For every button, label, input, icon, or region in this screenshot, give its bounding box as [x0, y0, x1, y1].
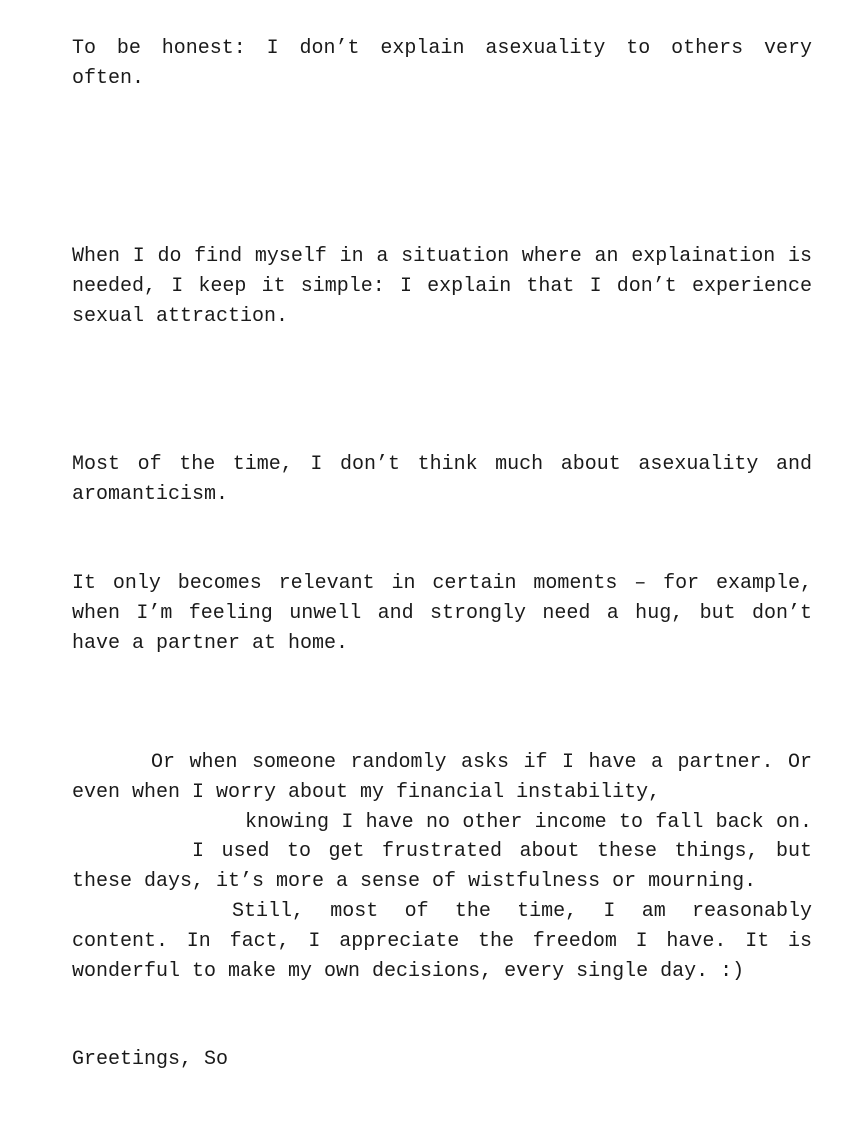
- paragraph-most-of-the-time: Most of the time, I don’t think much about asexuality and aromanticism.: [72, 453, 812, 506]
- sentence-contentment: Still, most of the time, I am reasonably content. In fact, I appreciate the freedom I have. It is wonderful to make my own decisions, every single day. :): [72, 899, 812, 983]
- paragraph-relevant-moments: It only becomes relevant in certain moments – for example, when I’m feeling unwell and strongly need a hug, but don’t have a partner at home.: [72, 572, 812, 655]
- sentence-frustration: I used to get frustrated about these things, but these days, it’s more a sense of wistfulness or mourning.: [72, 840, 812, 894]
- paragraph-partner-and-finances: [72, 748, 812, 986]
- closing-greeting: Greetings, So: [72, 1048, 229, 1071]
- paragraph-explanation: When I do find myself in a situation where an explaination is needed, I keep it simple: I explain that I don’t experience sexual attraction.: [72, 245, 812, 328]
- sentence-partner-question: Or when someone randomly asks if I have a partner. Or even when I worry about my financial instability,: [72, 751, 812, 804]
- paragraph-honesty: To be honest: I don’t explain asexuality to others very often.: [72, 37, 812, 90]
- sentence-no-other-income: knowing I have no other income to fall back on.: [245, 810, 812, 834]
